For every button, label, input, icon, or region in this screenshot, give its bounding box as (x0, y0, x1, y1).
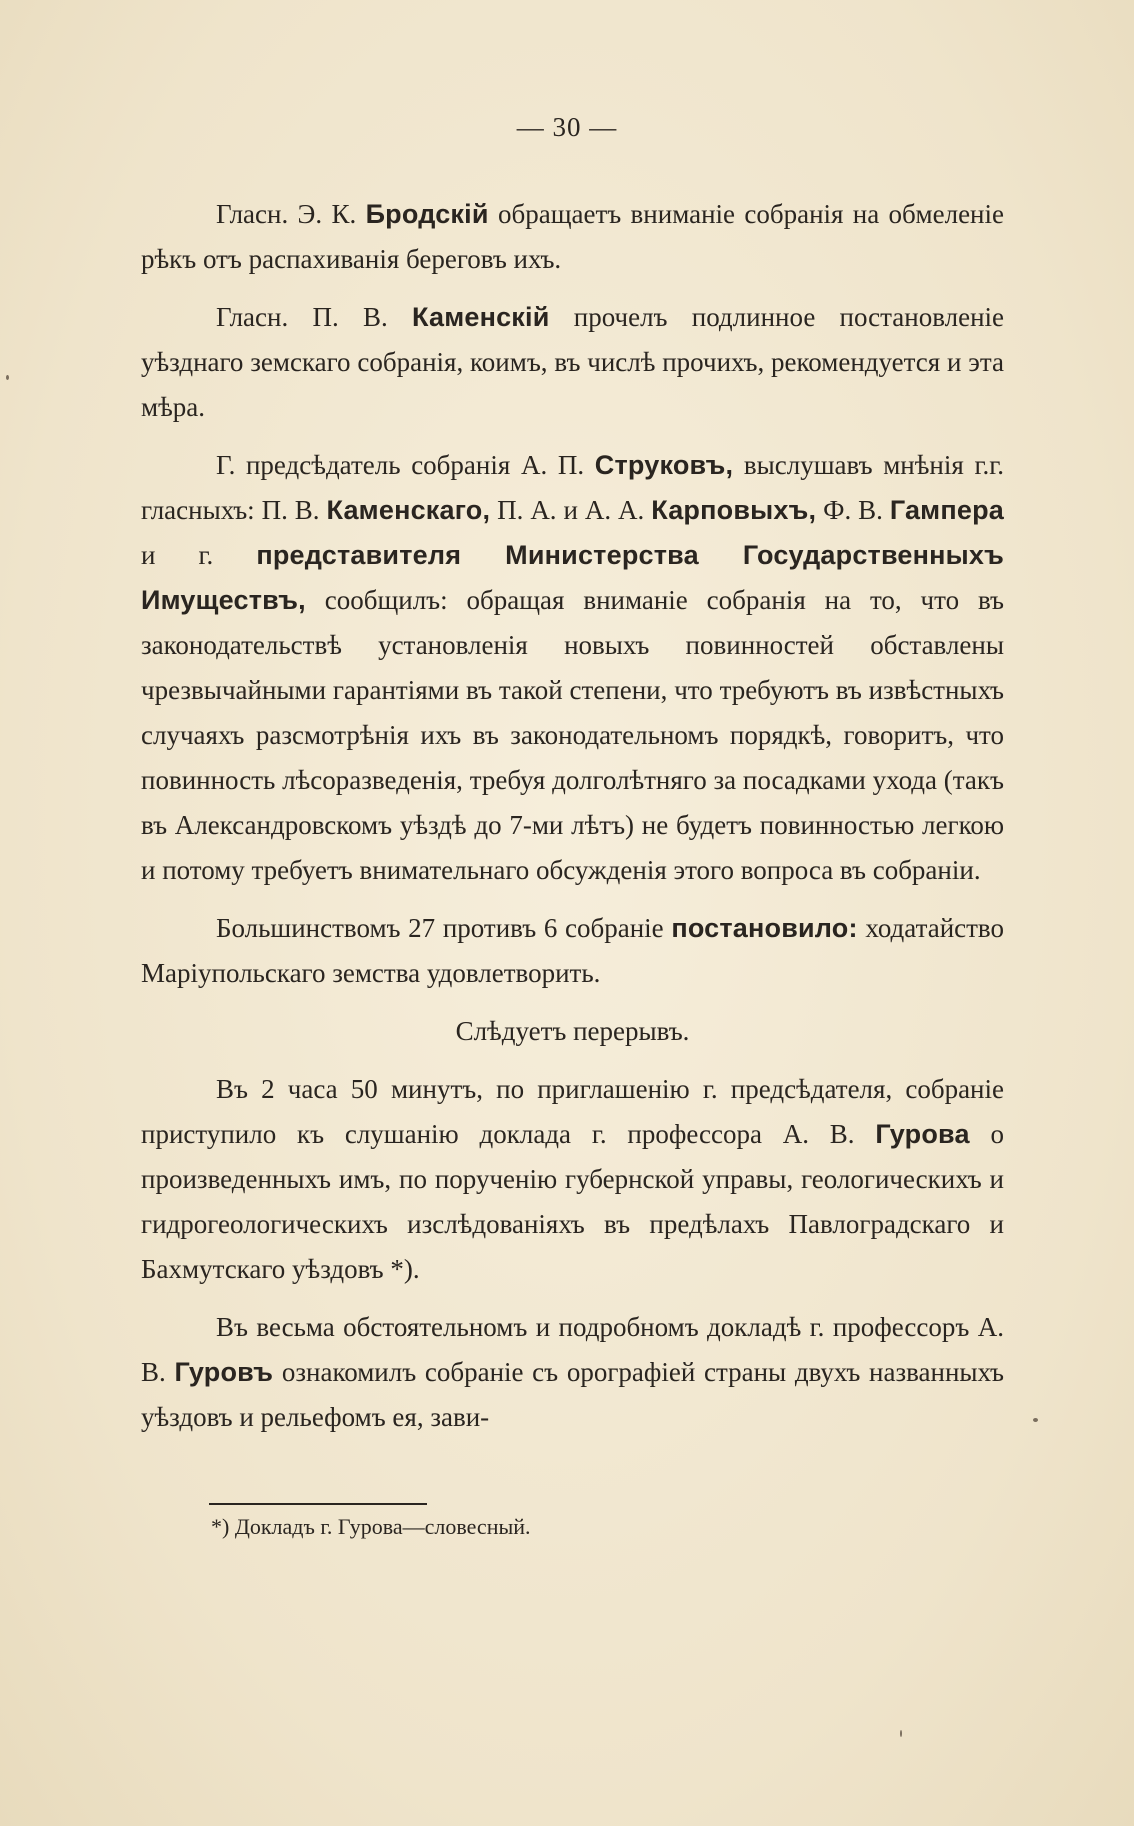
bold-name: Каменскаго, (326, 495, 491, 525)
body-text (141, 192, 1004, 1453)
text-run: Слѣдуетъ перерывъ. (455, 1016, 690, 1046)
paragraph (141, 1067, 1004, 1292)
paragraph (141, 295, 1004, 430)
text-run: П. А. и А. А. (490, 495, 652, 525)
bold-name: представителя Министерства Государственныхъ Имуществъ, (141, 540, 1004, 615)
text-run: прочелъ подлинное постановленіе уѣзднаго земскаго собранія, коимъ, въ числѣ прочихъ, рекомендуется и эта мѣра. (141, 302, 1005, 422)
paragraph (141, 1305, 1004, 1440)
paper-speck (900, 1730, 902, 1737)
paper-speck (1033, 1418, 1038, 1422)
text-run: Въ 2 часа 50 минутъ, по приглашенію г. предсѣдателя, собраніе приступило къ слушанію доклада г. профессора А. В. (141, 1074, 1004, 1149)
footnote-divider (209, 1503, 427, 1505)
bold-name: Гампера (889, 495, 1004, 525)
paragraph (141, 906, 1004, 996)
bold-name: Каменскій (411, 302, 550, 332)
text-run: выслушавъ мнѣнія г.г. гласныхъ: П. В. (141, 450, 1005, 525)
text-run: Гласн. П. В. (216, 302, 412, 332)
bold-name: Гурова (875, 1119, 970, 1149)
bold-name: Бродскій (365, 199, 489, 229)
text-run: ознакомилъ собраніе съ орографіей страны двухъ названныхъ уѣздовъ и рельефомъ ея, зави- (141, 1357, 1004, 1432)
paragraph (141, 443, 1004, 893)
text-run: и г. (141, 540, 257, 570)
paragraph (141, 192, 1004, 282)
bold-name: Карповыхъ, (651, 495, 817, 525)
bold-name: Гуровъ (174, 1357, 274, 1387)
text-run: Гласн. Э. К. (216, 199, 366, 229)
text-run: сообщилъ: обращая вниманіе собранія на то, что въ законодательствѣ установленія новыхъ повинностей обставлены чрезвычайными гарантіями въ такой степени, что требуютъ въ извѣстныхъ случаяхъ разсмотрѣнія ихъ въ законодательномъ порядкѣ, говоритъ, что повинность лѣсоразведенія, требуя долголѣтняго за посадками ухода (такъ въ Александровскомъ уѣздѣ до 7-ми лѣтъ) не будетъ повинностью легкою и потому требуетъ внимательнаго обсужденія этого вопроса въ собраніи. (141, 585, 1004, 885)
paragraph (141, 1009, 1004, 1054)
bold-name: постановило: (671, 913, 858, 943)
text-run: Большинствомъ 27 противъ 6 собраніе (216, 913, 672, 943)
footnote: *) Докладъ г. Гурова—словесный. (211, 1514, 531, 1539)
text-run: Ф. В. (816, 495, 890, 525)
text-run: обращаетъ вниманіе собранія на обмеленіе рѣкъ отъ распахиванія береговъ ихъ. (141, 199, 1004, 274)
text-run: ходатайство Маріупольскаго земства удовлетворить. (141, 913, 1004, 988)
text-run: о произведенныхъ имъ, по порученію губернской управы, геологическихъ и гидрогеологическихъ изслѣдованіяхъ въ предѣлахъ Павлоградскаго и Бахмутскаго уѣздовъ *). (141, 1119, 1004, 1284)
text-run: Въ весьма обстоятельномъ и подробномъ докладѣ г. профессоръ А. В. (141, 1312, 1004, 1387)
text-run: Г. предсѣдатель собранія А. П. (216, 450, 595, 480)
page-number: — 30 — (516, 112, 618, 142)
bold-name: Струковъ, (594, 450, 734, 480)
paper-speck (6, 375, 9, 380)
